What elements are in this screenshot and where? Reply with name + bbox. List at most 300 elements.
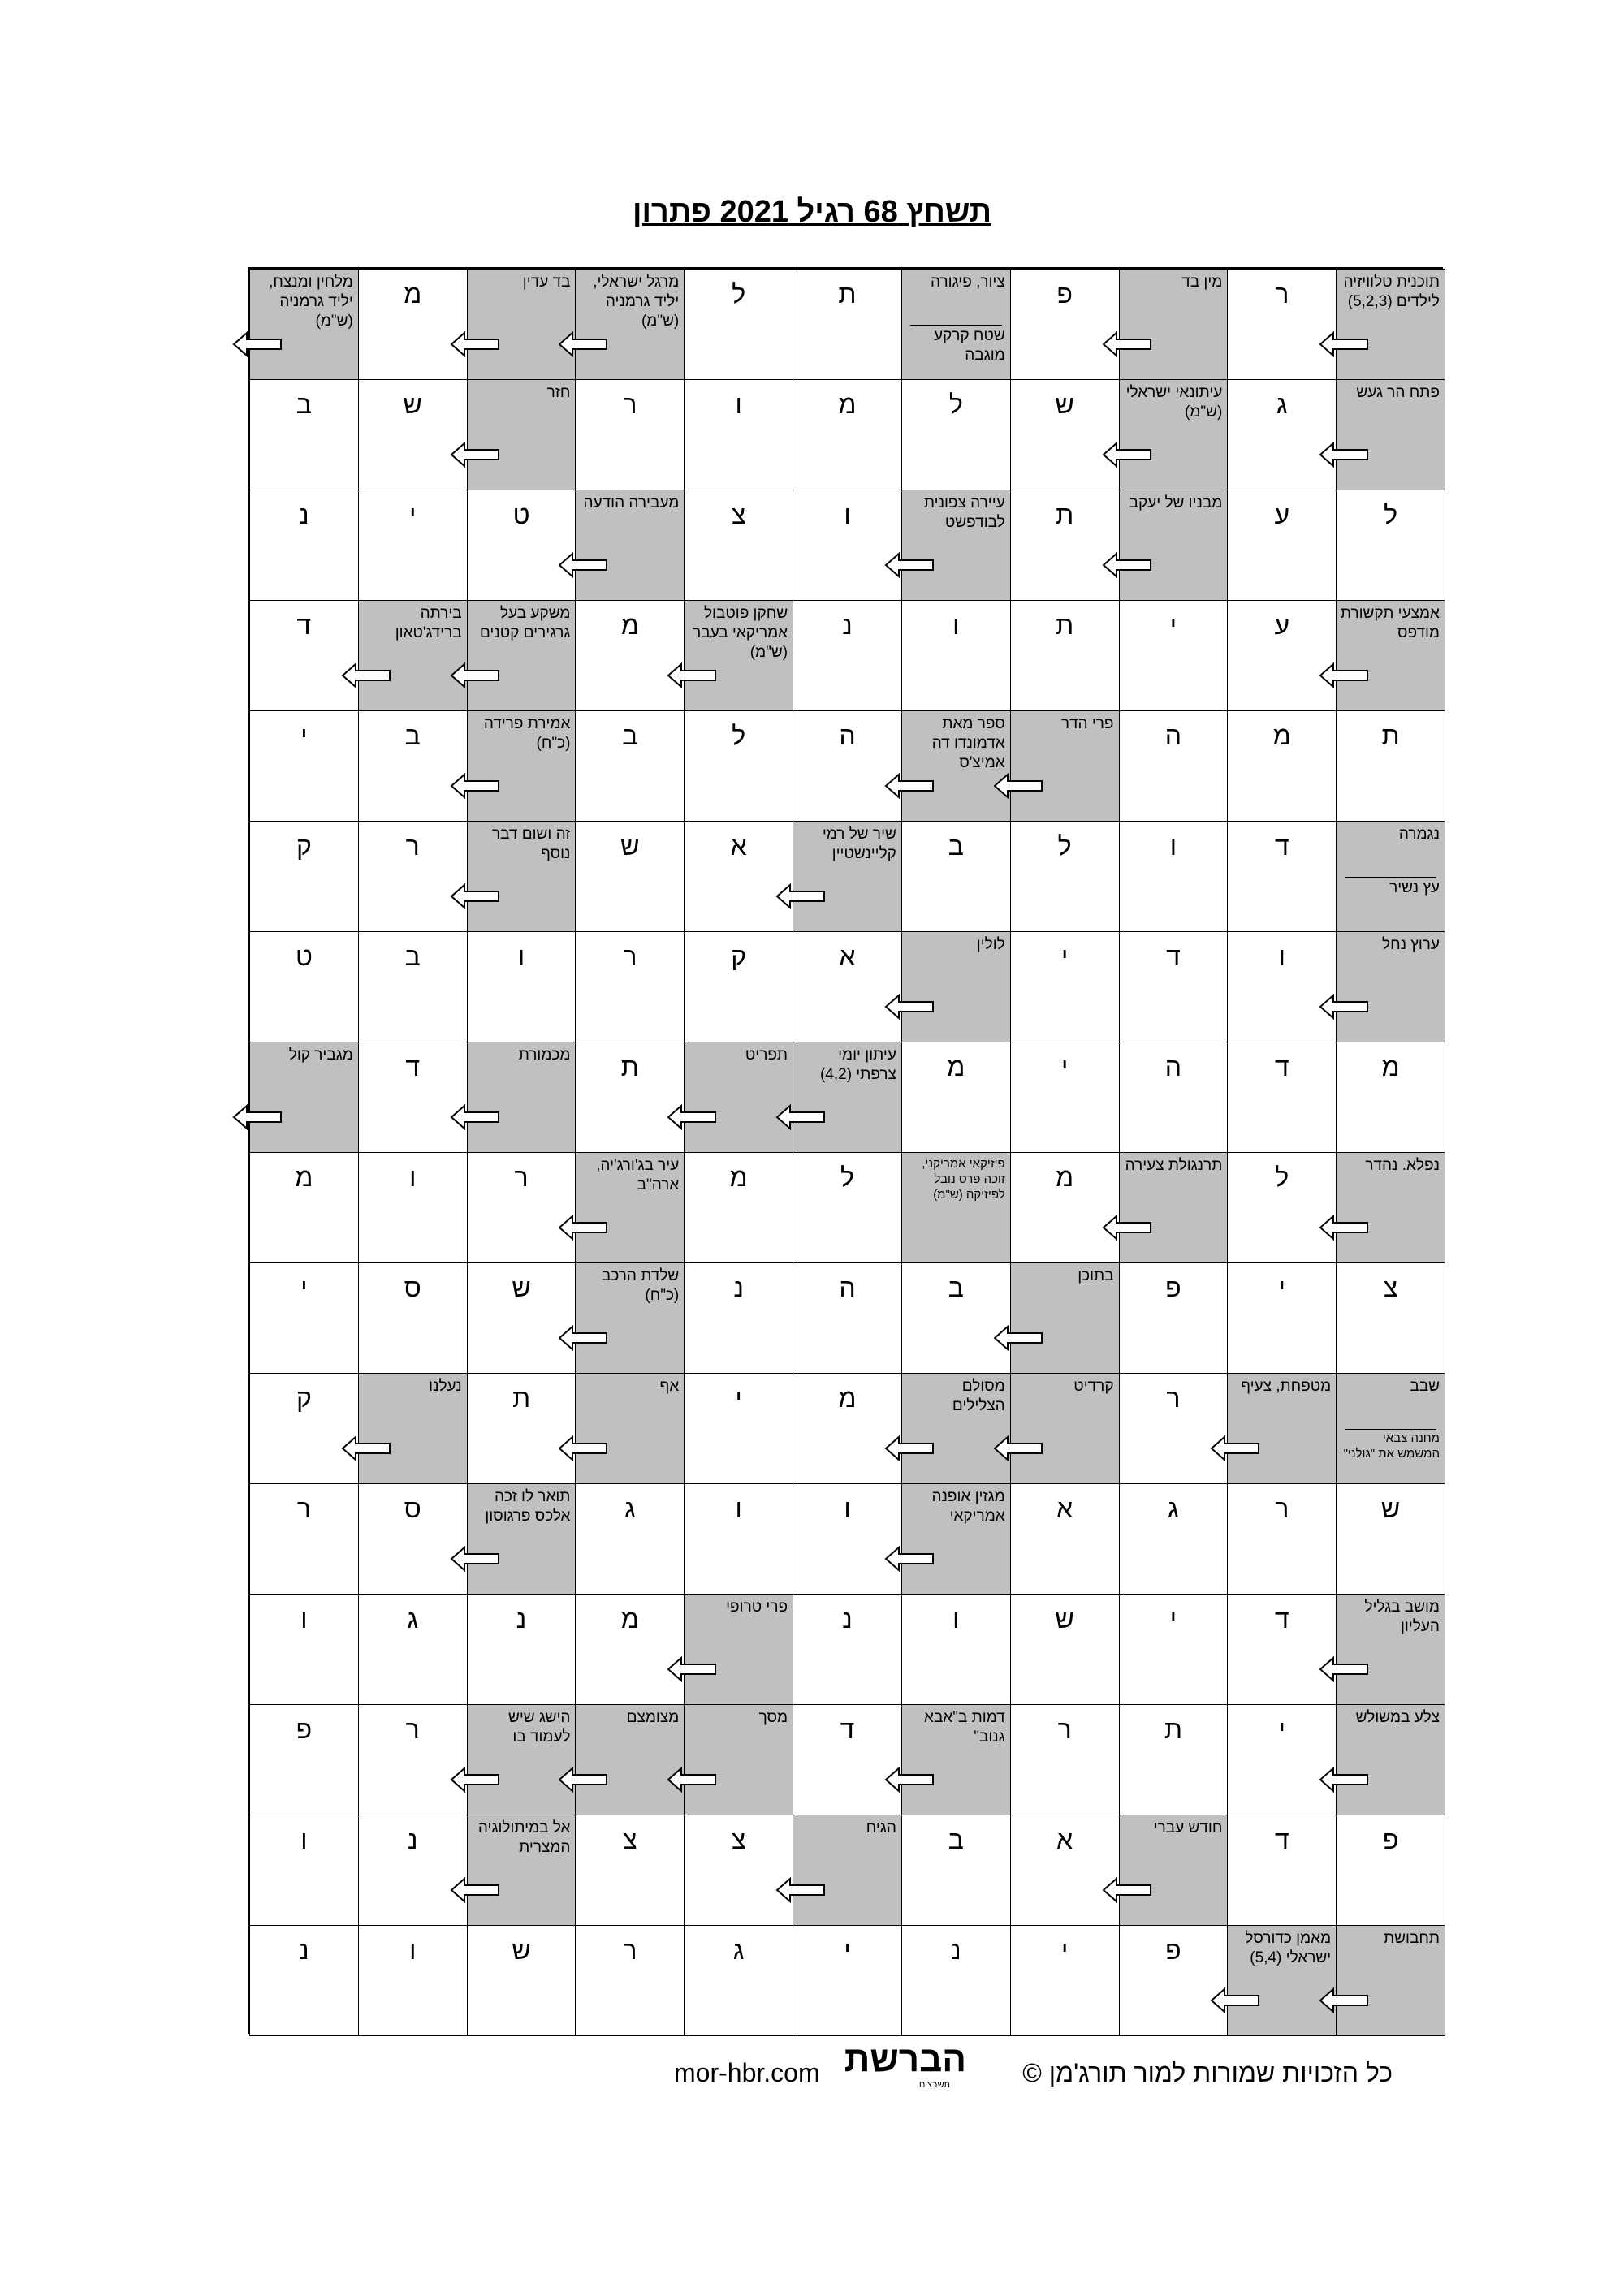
answer-letter: ל [732, 721, 746, 750]
arrow-left-icon [450, 330, 500, 358]
answer-cell [1119, 1262, 1229, 1374]
answer-cell [249, 1594, 359, 1705]
clue-cell [467, 600, 577, 711]
answer-letter: י [1060, 1052, 1069, 1081]
answer-letter: ד [840, 1715, 855, 1744]
answer-letter: נ [951, 1936, 961, 1965]
answer-cell [793, 269, 902, 380]
arrow-left-icon [1102, 330, 1152, 358]
answer-letter: ס [404, 1494, 421, 1523]
clue-cell [467, 1704, 577, 1815]
answer-letter: ד [1274, 831, 1289, 861]
clue-cell [1336, 821, 1445, 932]
arrow-left-icon [884, 1435, 935, 1462]
answer-cell [684, 379, 793, 490]
answer-cell [901, 1815, 1011, 1926]
answer-cell [1119, 821, 1229, 932]
answer-cell [793, 490, 902, 601]
clue-text: ערוץ נחל [1382, 936, 1440, 953]
answer-cell [575, 379, 685, 490]
clue-text: מסך [758, 1709, 788, 1726]
answer-letter: ד [1274, 1052, 1289, 1081]
clue-text: אמצעי תקשורת מודפס [1340, 605, 1440, 641]
page-title: תשחץ 68 רגיל 2021 פתרון [633, 195, 991, 229]
arrow-left-icon [1319, 993, 1369, 1021]
answer-letter: י [1169, 611, 1177, 640]
answer-cell [358, 1704, 468, 1815]
arrow-left-icon [232, 330, 283, 358]
answer-cell [1227, 1152, 1337, 1263]
clue-cell [1119, 269, 1229, 380]
arrow-left-icon [450, 883, 500, 910]
answer-cell [793, 1373, 902, 1484]
clue-text: שיר של רמי קליינשטיין [822, 826, 896, 862]
clue-cell [901, 1483, 1011, 1595]
answer-letter: ל [732, 279, 746, 309]
arrow-left-icon [558, 330, 608, 358]
answer-cell [575, 931, 685, 1042]
clue-text: מבניו של יעקב [1129, 494, 1223, 511]
arrow-left-icon [450, 441, 500, 468]
clue-cell [1336, 1594, 1445, 1705]
arrow-left-icon [993, 772, 1043, 800]
answer-letter: נ [842, 611, 853, 640]
clue-cell [467, 379, 577, 490]
answer-cell [1119, 1373, 1229, 1484]
clue-text: תואר לו זכה אלכס פרגוסון [485, 1488, 571, 1525]
answer-letter: ד [1274, 1604, 1289, 1634]
answer-letter: מ [838, 1383, 857, 1413]
answer-letter: ע [1274, 500, 1290, 529]
answer-letter: ר [514, 1163, 529, 1192]
answer-letter: מ [620, 611, 639, 640]
clue-cell [901, 490, 1011, 601]
answer-cell [1010, 269, 1120, 380]
answer-cell [575, 1815, 685, 1926]
answer-letter: ו [1169, 831, 1177, 861]
arrow-left-icon [1102, 1876, 1152, 1904]
answer-letter: פ [296, 1715, 313, 1744]
clue-cell [793, 821, 902, 932]
answer-letter: ר [1166, 1383, 1181, 1413]
answer-cell [358, 1815, 468, 1926]
answer-letter: ו [952, 1604, 960, 1634]
answer-letter: פ [1382, 1825, 1399, 1854]
answer-letter: ש [512, 1273, 531, 1302]
answer-letter: צ [1383, 1273, 1398, 1302]
answer-letter: ג [1168, 1494, 1179, 1523]
clue-text: מעבירה הודעה [583, 494, 680, 511]
answer-cell [1010, 1042, 1120, 1153]
clue-cell [1336, 269, 1445, 380]
arrow-left-icon [558, 1214, 608, 1241]
answer-cell [358, 1152, 468, 1263]
answer-cell [793, 379, 902, 490]
answer-letter: ש [1055, 390, 1074, 419]
answer-cell [467, 1262, 577, 1374]
answer-cell [249, 1815, 359, 1926]
answer-cell [249, 1704, 359, 1815]
clue-cell [467, 1042, 577, 1153]
answer-cell [1010, 821, 1120, 932]
clue-cell [1010, 710, 1120, 822]
clue-cell [1336, 1152, 1445, 1263]
answer-letter: מ [947, 1052, 965, 1081]
answer-cell [793, 1152, 902, 1263]
answer-cell [249, 1152, 359, 1263]
arrow-left-icon [667, 1103, 717, 1131]
answer-letter: ו [1278, 942, 1285, 971]
clue-text: מצומצם [626, 1709, 680, 1726]
answer-letter: ל [948, 390, 963, 419]
answer-cell [467, 1925, 577, 2036]
answer-letter: נ [407, 1825, 418, 1854]
clue-text: פרי טרופי [726, 1599, 788, 1616]
answer-letter: ג [407, 1604, 418, 1634]
answer-cell [1227, 1815, 1337, 1926]
answer-letter: ד [1166, 942, 1181, 971]
answer-cell [1119, 1704, 1229, 1815]
answer-letter: ש [1380, 1494, 1401, 1523]
arrow-left-icon [1319, 330, 1369, 358]
clue-text: שבב [1410, 1378, 1440, 1395]
clue-cell [901, 269, 1011, 380]
clue-text: נפלא. נהדר [1365, 1157, 1440, 1174]
answer-cell [1010, 1152, 1120, 1263]
answer-letter: י [300, 1273, 308, 1302]
arrow-left-icon [450, 1766, 500, 1793]
clue-text: תוכנית טלוויזיה לילדים (5,2,3) [1343, 274, 1440, 310]
arrow-left-icon [558, 1324, 608, 1352]
clue-text: משקע בעל גרגירים קטנים [479, 605, 571, 641]
answer-letter: א [839, 942, 856, 971]
answer-cell [793, 710, 902, 822]
answer-letter: ק [731, 942, 747, 971]
clue-text: מאמן כדורסל ישראלי (5,4) [1245, 1930, 1332, 1966]
answer-cell [1227, 1704, 1337, 1815]
clue-text-secondary: שטח קרקע מוגבה [934, 327, 1005, 365]
arrow-left-icon [558, 1766, 608, 1793]
answer-letter: ה [1164, 721, 1182, 750]
answer-cell [793, 931, 902, 1042]
clue-cell [1336, 1704, 1445, 1815]
answer-letter: ר [1057, 1715, 1072, 1744]
answer-cell [793, 1704, 902, 1815]
answer-cell [1336, 1042, 1445, 1153]
answer-letter: ב [622, 721, 638, 750]
arrow-left-icon [1319, 1987, 1369, 2014]
answer-cell [901, 379, 1011, 490]
clue-cell [467, 710, 577, 822]
answer-cell [1336, 710, 1445, 822]
clue-text: שלדת הרכב (כ"ח) [601, 1267, 680, 1304]
logo-text: הברשת [844, 2039, 966, 2079]
clue-cell [684, 1042, 793, 1153]
answer-letter: ב [948, 1273, 964, 1302]
answer-cell [1119, 1925, 1229, 2036]
answer-cell [249, 379, 359, 490]
clue-text: מסולם הצלילים [952, 1378, 1005, 1414]
clue-text: תחבושת [1384, 1930, 1440, 1947]
answer-letter: ת [1056, 611, 1074, 640]
arrow-left-icon [1210, 1435, 1260, 1462]
clue-text: אמירת פרידה (כ"ח) [483, 715, 571, 752]
arrow-left-icon [450, 772, 500, 800]
answer-letter: ר [405, 1715, 420, 1744]
answer-letter: ו [844, 1494, 851, 1523]
answer-letter: ט [295, 942, 313, 971]
answer-cell [1227, 269, 1337, 380]
answer-cell [358, 1925, 468, 2036]
answer-letter: ג [624, 1494, 636, 1523]
clue-text: חזר [546, 384, 571, 401]
clue-cell [1336, 379, 1445, 490]
clue-cell [249, 269, 359, 380]
answer-cell [358, 821, 468, 932]
answer-cell [1227, 710, 1337, 822]
answer-letter: מ [1381, 1052, 1400, 1081]
clue-text: שחקן פוטבול אמריקאי בעבר (ש"מ) [693, 605, 788, 661]
clue-text: עיתון יומי צרפתי (4,2) [819, 1047, 896, 1083]
answer-letter: פ [1056, 279, 1073, 309]
clue-cell [901, 1704, 1011, 1815]
clue-cell [575, 490, 685, 601]
answer-letter: ת [1056, 500, 1074, 529]
clue-text: צלע במשולש [1355, 1709, 1440, 1726]
answer-cell [684, 1815, 793, 1926]
answer-letter: ו [409, 1163, 417, 1192]
clue-text: עיירה צפונית לבודפשט [923, 494, 1005, 531]
answer-cell [1010, 490, 1120, 601]
arrow-left-icon [884, 993, 935, 1021]
answer-cell [249, 710, 359, 822]
answer-cell [684, 490, 793, 601]
answer-letter: ב [404, 721, 421, 750]
answer-cell [1010, 1704, 1120, 1815]
answer-cell [249, 931, 359, 1042]
arrow-left-icon [884, 1545, 935, 1573]
clue-divider [1345, 877, 1436, 878]
clue-text: מגביר קול [288, 1047, 353, 1064]
answer-cell [575, 1594, 685, 1705]
copyright-notice: כל הזכויות שמורות למור תורג'מן © [1022, 2058, 1393, 2087]
answer-cell [1227, 821, 1337, 932]
answer-cell [1119, 600, 1229, 711]
answer-cell [249, 821, 359, 932]
clue-text: דמות ב"אבא גנוב" [924, 1709, 1005, 1746]
clue-cell [1227, 1373, 1337, 1484]
clue-text: הישג שיש לעמוד בו [508, 1709, 571, 1746]
answer-cell [1336, 1262, 1445, 1374]
clue-text: אל במיתולוגיה המצרית [477, 1819, 571, 1856]
answer-letter: ה [1164, 1052, 1182, 1081]
answer-cell [684, 931, 793, 1042]
answer-letter: ג [732, 1936, 745, 1965]
answer-cell [1010, 600, 1120, 711]
arrow-left-icon [1319, 662, 1369, 689]
clue-text-secondary: מחנה צבאי המשמש את "גולני" [1343, 1431, 1440, 1461]
clue-text: עיתונאי ישראלי (ש"מ) [1125, 384, 1223, 421]
answer-letter: צ [731, 500, 746, 529]
arrow-left-icon [884, 772, 935, 800]
answer-cell [793, 1594, 902, 1705]
arrow-left-icon [884, 551, 935, 579]
answer-letter: נ [842, 1604, 853, 1634]
clue-cell [1336, 600, 1445, 711]
answer-cell [358, 379, 468, 490]
answer-cell [358, 1042, 468, 1153]
clue-cell [1119, 1152, 1229, 1263]
arrow-left-icon [558, 551, 608, 579]
clue-text: בתוכן [1078, 1267, 1114, 1284]
answer-cell [901, 1042, 1011, 1153]
clue-cell [467, 1815, 577, 1926]
arrow-left-icon [1210, 1987, 1260, 2014]
answer-cell [467, 1152, 577, 1263]
arrow-left-icon [450, 662, 500, 689]
clue-text: תפריט [745, 1047, 788, 1064]
answer-letter: ו [735, 1494, 742, 1523]
clue-text: אף [659, 1378, 680, 1395]
clue-text: פרי הדר [1060, 715, 1114, 732]
arrow-left-icon [1319, 1214, 1369, 1241]
answer-letter: ר [405, 831, 420, 861]
answer-letter: ו [735, 390, 742, 419]
answer-letter: נ [516, 1604, 527, 1634]
answer-letter: ו [844, 500, 851, 529]
clue-cell [684, 600, 793, 711]
answer-letter: ו [409, 1936, 417, 1965]
clue-text: נגמרה [1398, 826, 1440, 843]
answer-cell [1227, 490, 1337, 601]
answer-cell [1227, 931, 1337, 1042]
clue-cell [1010, 1262, 1120, 1374]
answer-letter: ו [300, 1825, 308, 1854]
answer-letter: ק [296, 831, 312, 861]
answer-cell [1119, 1594, 1229, 1705]
clue-text: מרגל ישראלי, יליד גרמניה (ש"מ) [593, 274, 680, 330]
clue-text: ספר מאת אדמונדו דה אמיצ'ס [931, 715, 1005, 771]
clue-cell [575, 1152, 685, 1263]
answer-letter: פ [1165, 1273, 1181, 1302]
clue-text-secondary: עץ נשיר [1389, 879, 1440, 897]
clue-text: מטפחת, צעיף [1241, 1378, 1332, 1395]
arrow-left-icon [993, 1324, 1043, 1352]
clue-cell [575, 1704, 685, 1815]
answer-letter: ו [952, 611, 960, 640]
clue-text: מושב בגליל העליון [1364, 1599, 1440, 1635]
answer-letter: ש [620, 831, 640, 861]
answer-cell [1227, 1483, 1337, 1595]
clue-text: נעלנו [429, 1378, 462, 1395]
arrow-left-icon [450, 1876, 500, 1904]
answer-letter: ר [623, 942, 637, 971]
answer-cell [358, 490, 468, 601]
answer-letter: ו [517, 942, 525, 971]
answer-cell [1010, 1925, 1120, 2036]
logo-subtext: תשבצים [918, 2080, 950, 2090]
answer-cell [901, 1925, 1011, 2036]
clue-divider [1345, 1429, 1436, 1430]
clue-cell [467, 821, 577, 932]
answer-cell [901, 821, 1011, 932]
answer-letter: ת [838, 279, 857, 309]
arrow-left-icon [450, 1545, 500, 1573]
arrow-left-icon [775, 1103, 826, 1131]
clue-cell [575, 1373, 685, 1484]
answer-letter: ר [1275, 1494, 1289, 1523]
answer-cell [1227, 1042, 1337, 1153]
answer-letter: י [844, 1936, 851, 1965]
answer-cell [793, 1262, 902, 1374]
answer-letter: ס [404, 1273, 421, 1302]
website-link[interactable]: mor-hbr.com [674, 2058, 820, 2087]
answer-letter: מ [1056, 1163, 1074, 1192]
answer-cell [358, 1594, 468, 1705]
answer-cell [793, 600, 902, 711]
clue-text: ציור, פיגורה [931, 274, 1005, 291]
answer-cell [1227, 1594, 1337, 1705]
answer-letter: ב [404, 942, 421, 971]
answer-letter: מ [1272, 721, 1291, 750]
arrow-left-icon [341, 1435, 391, 1462]
clue-text: פתח הר געש [1356, 384, 1440, 401]
answer-letter: נ [299, 1936, 309, 1965]
arrow-left-icon [1102, 1214, 1152, 1241]
answer-cell [575, 710, 685, 822]
answer-letter: ה [839, 721, 856, 750]
arrow-left-icon [775, 883, 826, 910]
answer-cell [575, 821, 685, 932]
clue-cell [1336, 931, 1445, 1042]
clue-cell [901, 931, 1011, 1042]
answer-cell [793, 1483, 902, 1595]
answer-cell [1227, 1262, 1337, 1374]
arrow-left-icon [884, 1766, 935, 1793]
answer-cell [684, 1262, 793, 1374]
answer-letter: י [1278, 1273, 1285, 1302]
answer-cell [358, 269, 468, 380]
answer-cell [358, 710, 468, 822]
answer-cell [901, 1594, 1011, 1705]
clue-text: הגיח [866, 1819, 896, 1836]
answer-cell [575, 1042, 685, 1153]
answer-letter: י [300, 721, 308, 750]
answer-cell [467, 931, 577, 1042]
clue-text: תרנגולת צעירה [1125, 1157, 1223, 1174]
answer-cell [358, 931, 468, 1042]
clue-text: מלחין ומנצח, יליד גרמניה (ש"מ) [269, 274, 353, 330]
clue-cell [1336, 1373, 1445, 1484]
answer-letter: נ [299, 500, 309, 529]
answer-cell [358, 1262, 468, 1374]
answer-cell [1119, 710, 1229, 822]
answer-letter: ד [1274, 1825, 1289, 1854]
clue-cell [358, 1373, 468, 1484]
clue-text: מין בד [1181, 274, 1223, 291]
answer-cell [793, 1925, 902, 2036]
answer-cell [249, 1483, 359, 1595]
clue-cell [1119, 379, 1229, 490]
answer-letter: י [1169, 1604, 1177, 1634]
answer-letter: ב [948, 831, 964, 861]
answer-letter: ר [623, 390, 637, 419]
clue-text: פיזיקאי אמריקני, זוכה פרס נובל לפיזיקה (ש"מ) [922, 1157, 1005, 1202]
clue-cell [1010, 1373, 1120, 1484]
answer-cell [901, 1262, 1011, 1374]
answer-cell [684, 710, 793, 822]
answer-letter: ש [403, 390, 422, 419]
